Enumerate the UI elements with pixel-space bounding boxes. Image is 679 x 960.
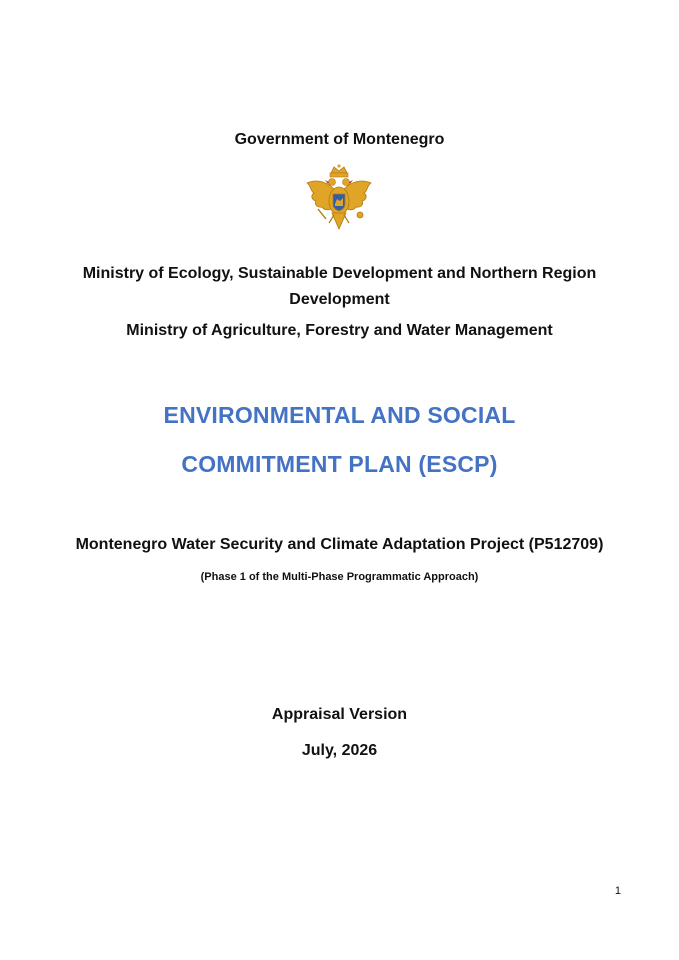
government-name: Government of Montenegro	[234, 131, 445, 148]
version-label: Appraisal Version	[271, 706, 408, 723]
page-number: 1	[614, 885, 621, 897]
ministry-agriculture: Ministry of Agriculture, Forestry and Water Management	[126, 322, 553, 339]
document-title-line-1: ENVIRONMENTAL AND SOCIAL	[163, 402, 516, 428]
document-date: July, 2026	[301, 742, 378, 759]
phase-note: (Phase 1 of the Multi-Phase Programmatic Approach)	[200, 571, 479, 583]
project-name: Montenegro Water Security and Climate Adaptation Project (P512709)	[75, 536, 604, 553]
montenegro-coat-of-arms-icon	[304, 163, 374, 235]
ministry-ecology: Ministry of Ecology, Sustainable Development and Northern Region Development	[82, 265, 597, 308]
document-title-line-2: COMMITMENT PLAN (ESCP)	[181, 451, 498, 477]
